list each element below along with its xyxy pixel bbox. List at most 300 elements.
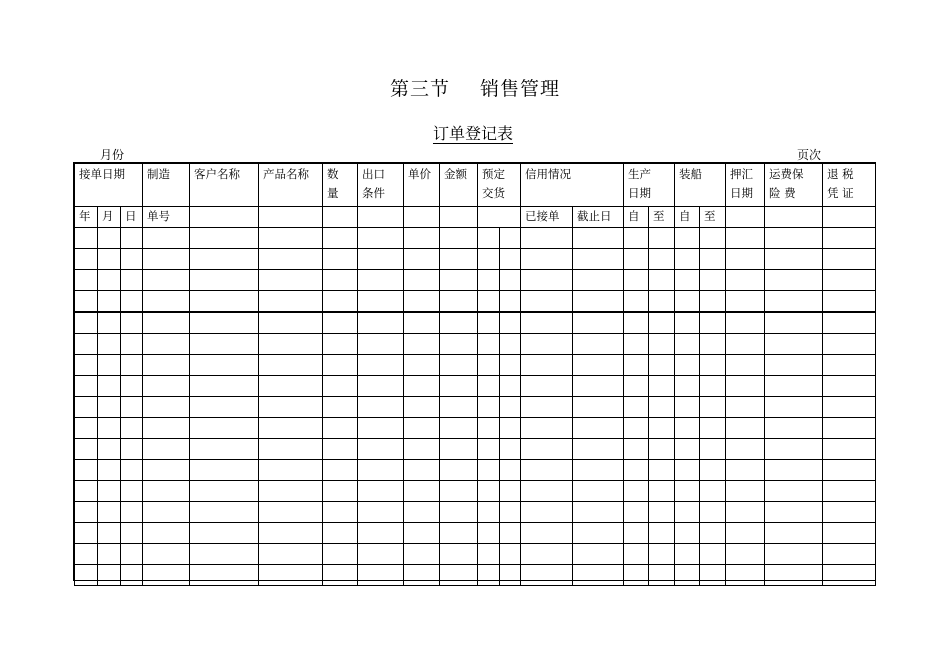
table-cell[interactable] xyxy=(98,565,121,586)
table-cell[interactable] xyxy=(440,439,478,460)
table-cell[interactable] xyxy=(323,439,358,460)
table-cell[interactable] xyxy=(765,249,823,270)
table-cell[interactable] xyxy=(404,565,440,586)
table-cell[interactable] xyxy=(521,565,573,586)
table-cell[interactable] xyxy=(765,544,823,565)
table-cell[interactable] xyxy=(624,481,649,502)
table-cell[interactable] xyxy=(323,270,358,291)
table-cell[interactable] xyxy=(726,249,765,270)
table-cell[interactable] xyxy=(624,334,649,355)
table-cell[interactable] xyxy=(726,460,765,481)
table-cell[interactable] xyxy=(649,249,675,270)
table-cell[interactable] xyxy=(190,460,259,481)
table-cell[interactable] xyxy=(121,460,143,481)
table-cell[interactable] xyxy=(700,418,726,439)
table-cell[interactable] xyxy=(726,376,765,397)
table-cell[interactable] xyxy=(440,312,478,334)
table-cell[interactable] xyxy=(75,523,98,544)
table-cell[interactable] xyxy=(404,439,440,460)
table-cell[interactable] xyxy=(478,481,500,502)
table-cell[interactable] xyxy=(700,312,726,334)
table-cell[interactable] xyxy=(765,523,823,544)
table-cell[interactable] xyxy=(624,544,649,565)
table-cell[interactable] xyxy=(700,376,726,397)
table-cell[interactable] xyxy=(98,544,121,565)
table-cell[interactable] xyxy=(726,565,765,586)
table-cell[interactable] xyxy=(521,439,573,460)
table-cell[interactable] xyxy=(521,397,573,418)
table-cell[interactable] xyxy=(98,291,121,313)
table-cell[interactable] xyxy=(500,418,521,439)
table-cell[interactable] xyxy=(98,481,121,502)
table-cell[interactable] xyxy=(323,502,358,523)
table-cell[interactable] xyxy=(500,355,521,376)
table-cell[interactable] xyxy=(323,544,358,565)
table-cell[interactable] xyxy=(358,228,404,249)
table-cell[interactable] xyxy=(700,544,726,565)
table-cell[interactable] xyxy=(649,270,675,291)
table-cell[interactable] xyxy=(440,460,478,481)
table-cell[interactable] xyxy=(500,439,521,460)
table-cell[interactable] xyxy=(649,376,675,397)
table-cell[interactable] xyxy=(404,376,440,397)
table-cell[interactable] xyxy=(259,249,323,270)
table-cell[interactable] xyxy=(143,355,190,376)
table-cell[interactable] xyxy=(478,439,500,460)
table-cell[interactable] xyxy=(404,334,440,355)
table-cell[interactable] xyxy=(121,418,143,439)
table-cell[interactable] xyxy=(700,334,726,355)
table-cell[interactable] xyxy=(573,334,624,355)
table-cell[interactable] xyxy=(649,439,675,460)
table-cell[interactable] xyxy=(259,544,323,565)
table-cell[interactable] xyxy=(478,397,500,418)
table-cell[interactable] xyxy=(573,460,624,481)
table-cell[interactable] xyxy=(323,565,358,586)
table-cell[interactable] xyxy=(190,228,259,249)
table-cell[interactable] xyxy=(823,249,876,270)
table-cell[interactable] xyxy=(143,228,190,249)
table-cell[interactable] xyxy=(649,418,675,439)
table-cell[interactable] xyxy=(823,565,876,586)
table-cell[interactable] xyxy=(700,397,726,418)
table-cell[interactable] xyxy=(121,249,143,270)
table-cell[interactable] xyxy=(404,544,440,565)
table-cell[interactable] xyxy=(323,249,358,270)
table-cell[interactable] xyxy=(521,355,573,376)
table-cell[interactable] xyxy=(478,270,500,291)
table-cell[interactable] xyxy=(440,249,478,270)
table-cell[interactable] xyxy=(624,355,649,376)
table-cell[interactable] xyxy=(75,418,98,439)
table-cell[interactable] xyxy=(521,334,573,355)
table-cell[interactable] xyxy=(259,418,323,439)
table-cell[interactable] xyxy=(358,565,404,586)
table-cell[interactable] xyxy=(358,334,404,355)
table-cell[interactable] xyxy=(190,544,259,565)
table-cell[interactable] xyxy=(121,502,143,523)
table-cell[interactable] xyxy=(823,376,876,397)
table-cell[interactable] xyxy=(358,355,404,376)
table-cell[interactable] xyxy=(98,228,121,249)
table-cell[interactable] xyxy=(478,334,500,355)
table-cell[interactable] xyxy=(500,291,521,313)
table-cell[interactable] xyxy=(440,397,478,418)
table-cell[interactable] xyxy=(649,312,675,334)
table-cell[interactable] xyxy=(440,228,478,249)
table-cell[interactable] xyxy=(190,397,259,418)
table-cell[interactable] xyxy=(726,502,765,523)
table-cell[interactable] xyxy=(404,502,440,523)
table-cell[interactable] xyxy=(404,249,440,270)
table-cell[interactable] xyxy=(75,502,98,523)
table-cell[interactable] xyxy=(573,502,624,523)
table-cell[interactable] xyxy=(649,481,675,502)
table-cell[interactable] xyxy=(675,439,700,460)
table-cell[interactable] xyxy=(75,439,98,460)
table-cell[interactable] xyxy=(823,228,876,249)
table-cell[interactable] xyxy=(190,291,259,313)
table-cell[interactable] xyxy=(521,270,573,291)
table-cell[interactable] xyxy=(323,376,358,397)
table-cell[interactable] xyxy=(143,544,190,565)
table-cell[interactable] xyxy=(521,418,573,439)
table-cell[interactable] xyxy=(500,270,521,291)
table-cell[interactable] xyxy=(190,481,259,502)
table-cell[interactable] xyxy=(259,376,323,397)
table-cell[interactable] xyxy=(573,228,624,249)
table-cell[interactable] xyxy=(700,291,726,313)
table-cell[interactable] xyxy=(765,418,823,439)
table-cell[interactable] xyxy=(726,418,765,439)
table-cell[interactable] xyxy=(765,376,823,397)
table-cell[interactable] xyxy=(190,334,259,355)
table-cell[interactable] xyxy=(573,291,624,313)
table-cell[interactable] xyxy=(765,334,823,355)
table-cell[interactable] xyxy=(323,312,358,334)
table-cell[interactable] xyxy=(649,355,675,376)
table-cell[interactable] xyxy=(478,544,500,565)
table-cell[interactable] xyxy=(478,523,500,544)
table-cell[interactable] xyxy=(323,334,358,355)
table-cell[interactable] xyxy=(75,355,98,376)
table-cell[interactable] xyxy=(823,334,876,355)
table-cell[interactable] xyxy=(404,291,440,313)
table-cell[interactable] xyxy=(98,439,121,460)
table-cell[interactable] xyxy=(75,565,98,586)
table-cell[interactable] xyxy=(121,270,143,291)
table-cell[interactable] xyxy=(726,228,765,249)
table-cell[interactable] xyxy=(726,355,765,376)
table-cell[interactable] xyxy=(649,291,675,313)
table-cell[interactable] xyxy=(358,312,404,334)
table-cell[interactable] xyxy=(700,523,726,544)
table-cell[interactable] xyxy=(624,439,649,460)
table-cell[interactable] xyxy=(500,228,521,249)
table-cell[interactable] xyxy=(323,418,358,439)
table-cell[interactable] xyxy=(75,270,98,291)
table-cell[interactable] xyxy=(358,376,404,397)
table-cell[interactable] xyxy=(675,228,700,249)
table-cell[interactable] xyxy=(121,523,143,544)
table-cell[interactable] xyxy=(700,502,726,523)
table-cell[interactable] xyxy=(440,481,478,502)
table-cell[interactable] xyxy=(675,355,700,376)
table-cell[interactable] xyxy=(624,249,649,270)
table-cell[interactable] xyxy=(649,460,675,481)
table-cell[interactable] xyxy=(675,418,700,439)
table-cell[interactable] xyxy=(649,228,675,249)
table-cell[interactable] xyxy=(404,523,440,544)
table-cell[interactable] xyxy=(143,270,190,291)
table-cell[interactable] xyxy=(404,460,440,481)
table-cell[interactable] xyxy=(323,397,358,418)
table-cell[interactable] xyxy=(75,312,98,334)
table-cell[interactable] xyxy=(675,270,700,291)
table-cell[interactable] xyxy=(440,418,478,439)
table-cell[interactable] xyxy=(143,249,190,270)
table-cell[interactable] xyxy=(573,397,624,418)
table-cell[interactable] xyxy=(500,523,521,544)
table-cell[interactable] xyxy=(440,334,478,355)
table-cell[interactable] xyxy=(143,397,190,418)
table-cell[interactable] xyxy=(121,291,143,313)
table-cell[interactable] xyxy=(98,376,121,397)
table-cell[interactable] xyxy=(675,544,700,565)
table-cell[interactable] xyxy=(121,481,143,502)
table-cell[interactable] xyxy=(700,249,726,270)
table-cell[interactable] xyxy=(358,523,404,544)
table-cell[interactable] xyxy=(726,523,765,544)
table-cell[interactable] xyxy=(675,481,700,502)
table-cell[interactable] xyxy=(121,565,143,586)
table-cell[interactable] xyxy=(190,565,259,586)
table-cell[interactable] xyxy=(190,502,259,523)
table-cell[interactable] xyxy=(323,228,358,249)
table-cell[interactable] xyxy=(573,439,624,460)
table-cell[interactable] xyxy=(143,291,190,313)
table-cell[interactable] xyxy=(358,270,404,291)
table-cell[interactable] xyxy=(675,291,700,313)
table-cell[interactable] xyxy=(121,439,143,460)
table-cell[interactable] xyxy=(823,439,876,460)
table-cell[interactable] xyxy=(700,228,726,249)
table-cell[interactable] xyxy=(521,249,573,270)
table-cell[interactable] xyxy=(143,334,190,355)
table-cell[interactable] xyxy=(823,481,876,502)
table-cell[interactable] xyxy=(478,249,500,270)
table-cell[interactable] xyxy=(726,291,765,313)
table-cell[interactable] xyxy=(624,228,649,249)
table-cell[interactable] xyxy=(478,312,500,334)
table-cell[interactable] xyxy=(190,355,259,376)
table-cell[interactable] xyxy=(143,565,190,586)
table-cell[interactable] xyxy=(675,502,700,523)
table-cell[interactable] xyxy=(573,355,624,376)
table-cell[interactable] xyxy=(404,481,440,502)
table-cell[interactable] xyxy=(649,523,675,544)
table-cell[interactable] xyxy=(358,418,404,439)
table-cell[interactable] xyxy=(75,291,98,313)
table-cell[interactable] xyxy=(500,312,521,334)
table-cell[interactable] xyxy=(259,355,323,376)
table-cell[interactable] xyxy=(75,481,98,502)
table-cell[interactable] xyxy=(823,523,876,544)
table-cell[interactable] xyxy=(404,228,440,249)
table-cell[interactable] xyxy=(765,502,823,523)
table-cell[interactable] xyxy=(259,523,323,544)
table-cell[interactable] xyxy=(440,565,478,586)
table-cell[interactable] xyxy=(358,249,404,270)
table-cell[interactable] xyxy=(358,460,404,481)
table-cell[interactable] xyxy=(624,376,649,397)
table-cell[interactable] xyxy=(440,376,478,397)
table-cell[interactable] xyxy=(700,565,726,586)
table-cell[interactable] xyxy=(259,397,323,418)
table-cell[interactable] xyxy=(259,460,323,481)
table-cell[interactable] xyxy=(500,397,521,418)
table-cell[interactable] xyxy=(323,523,358,544)
table-cell[interactable] xyxy=(358,544,404,565)
table-cell[interactable] xyxy=(500,376,521,397)
table-cell[interactable] xyxy=(765,439,823,460)
table-cell[interactable] xyxy=(765,312,823,334)
table-cell[interactable] xyxy=(675,397,700,418)
table-cell[interactable] xyxy=(121,376,143,397)
table-cell[interactable] xyxy=(823,544,876,565)
table-cell[interactable] xyxy=(624,291,649,313)
table-cell[interactable] xyxy=(649,334,675,355)
table-cell[interactable] xyxy=(121,312,143,334)
table-cell[interactable] xyxy=(649,565,675,586)
table-cell[interactable] xyxy=(190,418,259,439)
table-cell[interactable] xyxy=(323,460,358,481)
table-cell[interactable] xyxy=(404,270,440,291)
table-cell[interactable] xyxy=(521,460,573,481)
table-cell[interactable] xyxy=(573,249,624,270)
table-cell[interactable] xyxy=(624,502,649,523)
table-cell[interactable] xyxy=(700,355,726,376)
table-cell[interactable] xyxy=(573,418,624,439)
table-cell[interactable] xyxy=(75,228,98,249)
table-cell[interactable] xyxy=(700,481,726,502)
table-cell[interactable] xyxy=(675,460,700,481)
table-cell[interactable] xyxy=(521,502,573,523)
table-cell[interactable] xyxy=(190,439,259,460)
table-cell[interactable] xyxy=(478,228,500,249)
table-cell[interactable] xyxy=(323,291,358,313)
table-cell[interactable] xyxy=(259,291,323,313)
table-cell[interactable] xyxy=(823,291,876,313)
table-cell[interactable] xyxy=(440,291,478,313)
table-cell[interactable] xyxy=(259,502,323,523)
table-cell[interactable] xyxy=(75,544,98,565)
table-cell[interactable] xyxy=(190,523,259,544)
table-cell[interactable] xyxy=(624,565,649,586)
table-cell[interactable] xyxy=(823,460,876,481)
table-cell[interactable] xyxy=(649,544,675,565)
table-cell[interactable] xyxy=(440,502,478,523)
table-cell[interactable] xyxy=(143,523,190,544)
table-cell[interactable] xyxy=(190,376,259,397)
table-cell[interactable] xyxy=(478,355,500,376)
table-cell[interactable] xyxy=(700,460,726,481)
table-cell[interactable] xyxy=(440,270,478,291)
table-cell[interactable] xyxy=(143,376,190,397)
table-cell[interactable] xyxy=(121,544,143,565)
table-cell[interactable] xyxy=(573,544,624,565)
table-cell[interactable] xyxy=(98,460,121,481)
table-cell[interactable] xyxy=(675,523,700,544)
table-cell[interactable] xyxy=(765,460,823,481)
table-cell[interactable] xyxy=(649,502,675,523)
table-cell[interactable] xyxy=(500,334,521,355)
table-cell[interactable] xyxy=(521,544,573,565)
table-cell[interactable] xyxy=(521,523,573,544)
table-cell[interactable] xyxy=(259,481,323,502)
table-cell[interactable] xyxy=(823,397,876,418)
table-cell[interactable] xyxy=(765,355,823,376)
table-cell[interactable] xyxy=(700,439,726,460)
table-cell[interactable] xyxy=(121,334,143,355)
table-cell[interactable] xyxy=(259,228,323,249)
table-cell[interactable] xyxy=(573,481,624,502)
table-cell[interactable] xyxy=(190,249,259,270)
table-cell[interactable] xyxy=(500,544,521,565)
table-cell[interactable] xyxy=(259,439,323,460)
table-cell[interactable] xyxy=(98,502,121,523)
table-cell[interactable] xyxy=(358,291,404,313)
table-cell[interactable] xyxy=(624,418,649,439)
table-cell[interactable] xyxy=(624,460,649,481)
table-cell[interactable] xyxy=(521,312,573,334)
table-cell[interactable] xyxy=(143,502,190,523)
table-cell[interactable] xyxy=(404,312,440,334)
table-cell[interactable] xyxy=(143,418,190,439)
table-cell[interactable] xyxy=(478,502,500,523)
table-cell[interactable] xyxy=(478,418,500,439)
table-cell[interactable] xyxy=(440,355,478,376)
table-cell[interactable] xyxy=(624,312,649,334)
table-cell[interactable] xyxy=(98,249,121,270)
table-cell[interactable] xyxy=(726,334,765,355)
table-cell[interactable] xyxy=(323,481,358,502)
table-cell[interactable] xyxy=(75,376,98,397)
table-cell[interactable] xyxy=(143,481,190,502)
table-cell[interactable] xyxy=(823,312,876,334)
table-cell[interactable] xyxy=(121,228,143,249)
table-cell[interactable] xyxy=(98,270,121,291)
table-cell[interactable] xyxy=(440,544,478,565)
table-cell[interactable] xyxy=(675,312,700,334)
table-cell[interactable] xyxy=(573,376,624,397)
table-cell[interactable] xyxy=(143,460,190,481)
table-cell[interactable] xyxy=(765,565,823,586)
table-cell[interactable] xyxy=(624,523,649,544)
table-cell[interactable] xyxy=(259,565,323,586)
table-cell[interactable] xyxy=(500,502,521,523)
table-cell[interactable] xyxy=(726,397,765,418)
table-cell[interactable] xyxy=(521,228,573,249)
table-cell[interactable] xyxy=(624,270,649,291)
table-cell[interactable] xyxy=(121,397,143,418)
table-cell[interactable] xyxy=(675,249,700,270)
table-cell[interactable] xyxy=(573,270,624,291)
table-cell[interactable] xyxy=(823,502,876,523)
table-cell[interactable] xyxy=(521,291,573,313)
table-cell[interactable] xyxy=(404,397,440,418)
table-cell[interactable] xyxy=(675,565,700,586)
